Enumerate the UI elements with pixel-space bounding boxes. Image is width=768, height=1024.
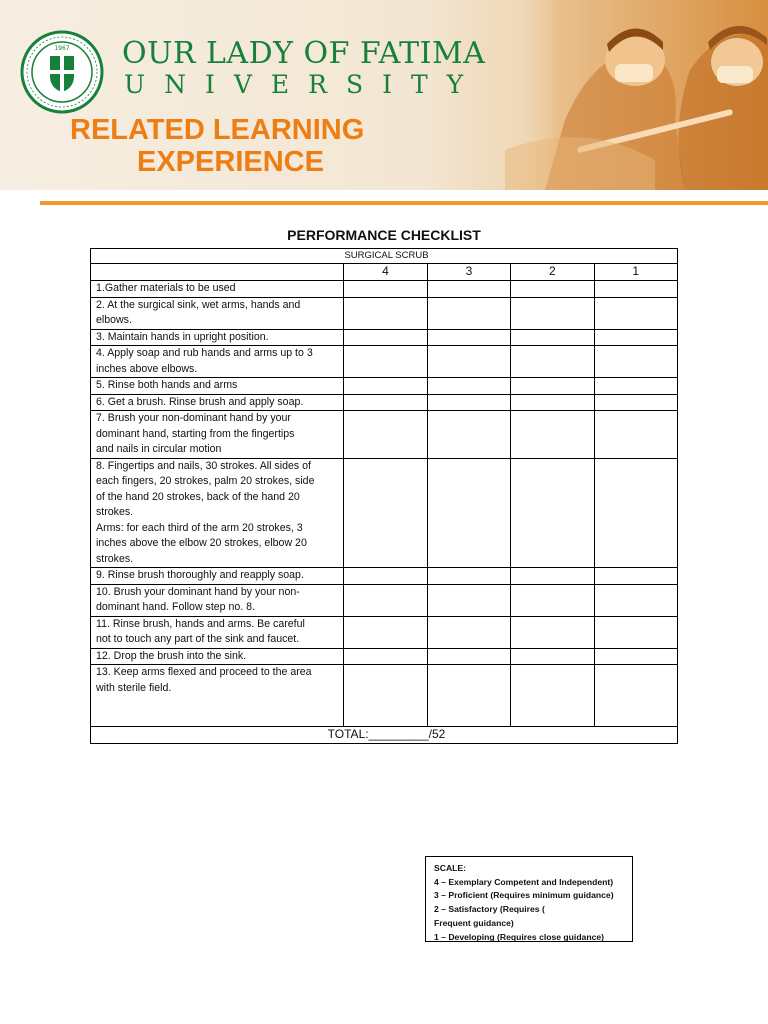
checklist-title: PERFORMANCE CHECKLIST	[287, 227, 481, 243]
score-header-row	[91, 264, 678, 281]
score-cell-3[interactable]	[427, 665, 510, 727]
step-text-line: 2. At the surgical sink, wet arms, hands and	[96, 298, 301, 311]
checklist-step-row	[91, 329, 678, 346]
step-text-line: strokes.	[96, 506, 134, 518]
step-text-line: not to touch any part of the sink and faucet.	[96, 633, 300, 645]
surgeons-photo	[505, 0, 768, 190]
score-cell-1[interactable]	[594, 411, 677, 459]
total-score: TOTAL:_________/52	[91, 727, 678, 744]
score-cell-3[interactable]	[427, 394, 510, 411]
step-text-line: elbows.	[96, 314, 132, 326]
score-cell-1[interactable]	[594, 346, 677, 378]
step-text-line: 9. Rinse brush thoroughly and reapply soap.	[96, 569, 304, 581]
score-header-1: 1	[594, 264, 677, 281]
score-cell-2[interactable]	[511, 281, 594, 298]
step-text	[91, 281, 344, 298]
score-cell-4[interactable]	[344, 411, 427, 459]
score-cell-3[interactable]	[427, 281, 510, 298]
university-name-line2: UNIVERSITY	[124, 70, 483, 99]
score-cell-4[interactable]	[344, 568, 427, 585]
score-cell-4[interactable]	[344, 297, 427, 329]
step-text-line: dominant hand, starting from the fingertips	[96, 427, 295, 440]
step-text-line: with sterile field.	[96, 681, 172, 694]
score-cell-2[interactable]	[511, 346, 594, 378]
score-cell-2[interactable]	[511, 329, 594, 346]
checklist-step-row	[91, 394, 678, 411]
step-text-line: and nails in circular motion	[96, 443, 222, 455]
total-row	[91, 727, 678, 744]
step-text	[91, 568, 344, 585]
step-text-line: dominant hand. Follow step no. 8.	[96, 601, 256, 613]
header-divider	[40, 201, 768, 205]
step-text-line: 11. Rinse brush, hands and arms. Be careful	[96, 617, 305, 630]
score-cell-1[interactable]	[594, 584, 677, 616]
score-cell-3[interactable]	[427, 346, 510, 378]
score-cell-1[interactable]	[594, 616, 677, 648]
score-cell-1[interactable]	[594, 281, 677, 298]
step-text	[91, 329, 344, 346]
step-text-line: 7. Brush your non-dominant hand by your	[96, 412, 291, 424]
checklist-step-row	[91, 378, 678, 395]
score-cell-4[interactable]	[344, 329, 427, 346]
score-cell-4[interactable]	[344, 616, 427, 648]
step-text-line: strokes.	[96, 552, 134, 565]
step-text	[91, 648, 344, 665]
score-cell-2[interactable]	[511, 584, 594, 616]
checklist-step-row	[91, 665, 678, 727]
score-cell-1[interactable]	[594, 329, 677, 346]
step-text-line: 6. Get a brush. Rinse brush and apply soap.	[96, 395, 304, 408]
score-cell-1[interactable]	[594, 665, 677, 727]
checklist-step-row	[91, 584, 678, 616]
score-cell-3[interactable]	[427, 616, 510, 648]
score-cell-2[interactable]	[511, 458, 594, 568]
step-text	[91, 665, 344, 727]
step-text-line: 1.Gather materials to be used	[96, 282, 236, 294]
program-title-line1: RELATED LEARNING	[70, 114, 365, 146]
score-cell-1[interactable]	[594, 378, 677, 395]
score-cell-1[interactable]	[594, 394, 677, 411]
score-cell-4[interactable]	[344, 346, 427, 378]
scale-line: 3 – Proficient (Requires minimum guidance)	[434, 890, 614, 901]
header-banner	[0, 0, 768, 190]
checklist-step-row	[91, 458, 678, 568]
score-cell-2[interactable]	[511, 411, 594, 459]
score-cell-2[interactable]	[511, 378, 594, 395]
step-text-line: 4. Apply soap and rub hands and arms up to 3	[96, 347, 313, 359]
score-cell-3[interactable]	[427, 378, 510, 395]
score-cell-1[interactable]	[594, 568, 677, 585]
step-text-line: inches above elbows.	[96, 362, 198, 375]
scale-line: 2 – Satisfactory (Requires (	[434, 904, 545, 915]
checklist-step-row	[91, 616, 678, 648]
scale-line: 4 – Exemplary Competent and Independent)	[434, 876, 614, 887]
step-text	[91, 394, 344, 411]
score-cell-2[interactable]	[511, 394, 594, 411]
score-cell-4[interactable]	[344, 584, 427, 616]
checklist-step-row	[91, 411, 678, 459]
score-cell-2[interactable]	[511, 568, 594, 585]
step-header-blank	[91, 264, 344, 281]
score-cell-4[interactable]	[344, 665, 427, 727]
seal-year: 1967	[54, 45, 70, 52]
checklist-step-row	[91, 346, 678, 378]
step-text	[91, 378, 344, 395]
score-header-2: 2	[511, 264, 594, 281]
step-text-line: Arms: for each third of the arm 20 strokes, 3	[96, 521, 303, 534]
score-cell-4[interactable]	[344, 648, 427, 665]
step-text-line: 12. Drop the brush into the sink.	[96, 649, 247, 662]
subtitle-row	[91, 249, 678, 264]
performance-checklist-table	[90, 248, 678, 744]
step-text-line: 5. Rinse both hands and arms	[96, 379, 238, 391]
score-cell-3[interactable]	[427, 568, 510, 585]
score-cell-4[interactable]	[344, 394, 427, 411]
score-cell-1[interactable]	[594, 458, 677, 568]
score-cell-3[interactable]	[427, 297, 510, 329]
score-cell-1[interactable]	[594, 297, 677, 329]
step-text-line: each fingers, 20 strokes, palm 20 strokes, side	[96, 475, 315, 487]
score-cell-3[interactable]	[427, 411, 510, 459]
step-text	[91, 346, 344, 378]
step-text	[91, 584, 344, 616]
score-cell-3[interactable]	[427, 648, 510, 665]
step-text	[91, 411, 344, 459]
score-cell-3[interactable]	[427, 458, 510, 568]
step-text-line: 8. Fingertips and nails, 30 strokes. All sides of	[96, 459, 311, 472]
score-cell-2[interactable]	[511, 648, 594, 665]
score-cell-4[interactable]	[344, 378, 427, 395]
step-text-line: 3. Maintain hands in upright position.	[96, 330, 269, 343]
score-cell-4[interactable]	[344, 281, 427, 298]
score-cell-1[interactable]	[594, 648, 677, 665]
step-text-line: inches above the elbow 20 strokes, elbow 20	[96, 537, 307, 549]
checklist-step-row	[91, 568, 678, 585]
step-text-line: of the hand 20 strokes, back of the hand 20	[96, 490, 300, 503]
score-cell-3[interactable]	[427, 329, 510, 346]
score-cell-4[interactable]	[344, 458, 427, 568]
checklist-step-row	[91, 648, 678, 665]
checklist-step-row	[91, 297, 678, 329]
scale-legend	[425, 856, 633, 942]
score-cell-3[interactable]	[427, 584, 510, 616]
step-text	[91, 616, 344, 648]
scale-title: SCALE:	[434, 863, 466, 873]
university-name-line1: OUR LADY OF FATIMA	[122, 36, 486, 71]
scale-line: 1 – Developing (Requires close guidance)	[434, 931, 605, 942]
step-text-line: 10. Brush your dominant hand by your non-	[96, 585, 300, 598]
program-title-line2: EXPERIENCE	[137, 146, 324, 178]
score-header-3: 3	[427, 264, 510, 281]
checklist-subtitle: SURGICAL SCRUB	[91, 249, 678, 264]
score-cell-2[interactable]	[511, 616, 594, 648]
scale-line: Frequent guidance)	[434, 917, 514, 928]
step-text	[91, 297, 344, 329]
university-seal-logo	[20, 30, 104, 114]
step-text	[91, 458, 344, 568]
checklist-step-row	[91, 281, 678, 298]
score-cell-2[interactable]	[511, 297, 594, 329]
score-cell-2[interactable]	[511, 665, 594, 727]
score-header-4: 4	[344, 264, 427, 281]
step-text-line: 13. Keep arms flexed and proceed to the area	[96, 666, 312, 678]
